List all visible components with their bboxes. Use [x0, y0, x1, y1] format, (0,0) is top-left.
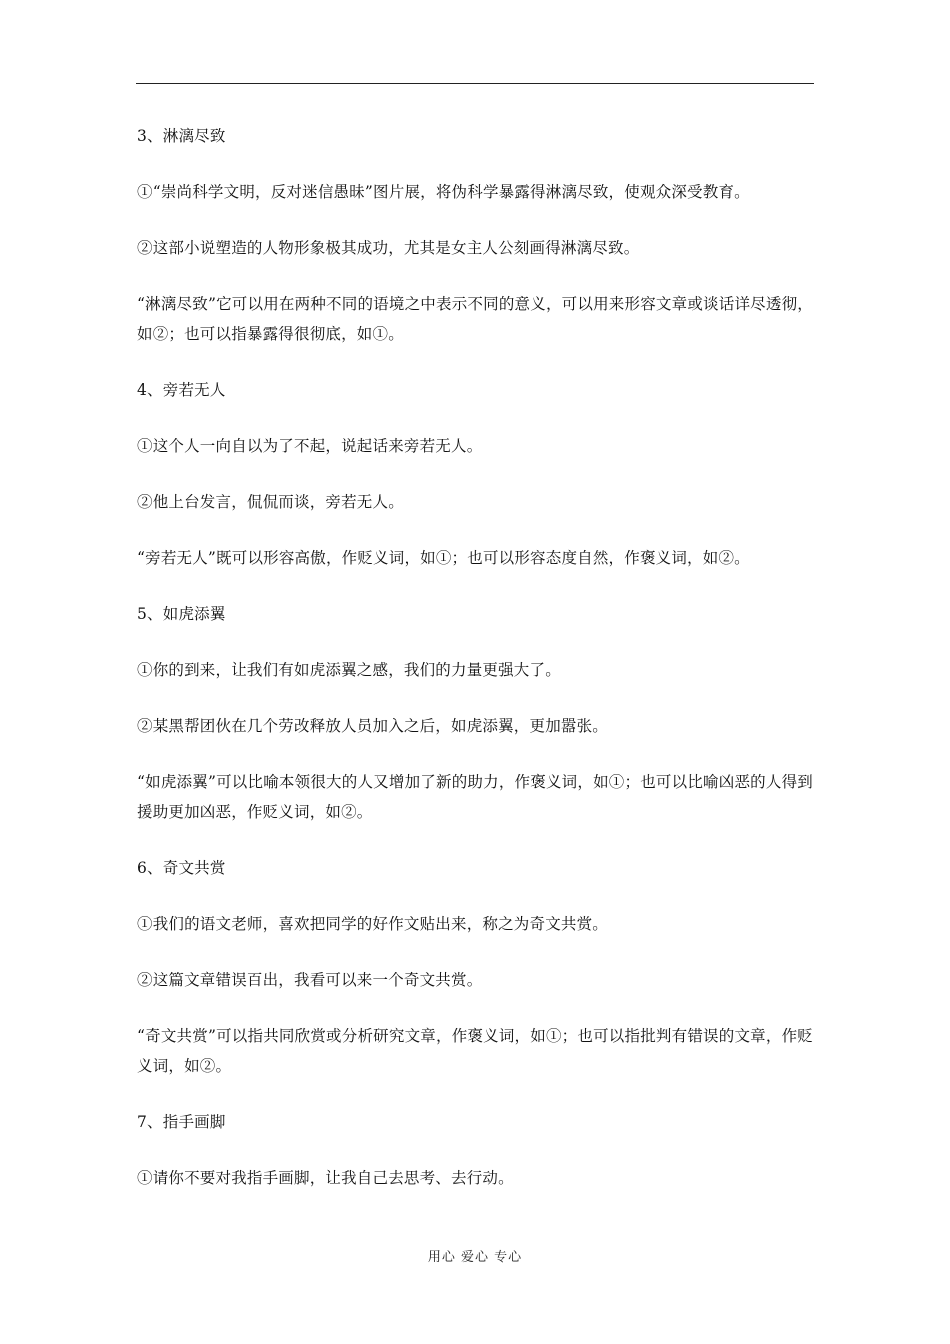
explanation-paragraph: “如虎添翼”可以比喻本领很大的人又增加了新的助力，作褒义词，如①；也可以比喻凶恶的人得到援助更加凶恶，作贬义词，如②。 — [137, 773, 813, 821]
example-sentence: ①这个人一向自以为了不起，说起话来旁若无人。 — [137, 437, 483, 455]
example-sentence: ②他上台发言，侃侃而谈，旁若无人。 — [137, 493, 404, 511]
header-rule — [136, 83, 814, 84]
section-heading: 3、淋漓尽致 — [137, 127, 226, 145]
example-sentence: ①你的到来，让我们有如虎添翼之感，我们的力量更强大了。 — [137, 661, 561, 679]
example-sentence: ①我们的语文老师，喜欢把同学的好作文贴出来，称之为奇文共赏。 — [137, 915, 609, 933]
example-sentence: ②这篇文章错误百出，我看可以来一个奇文共赏。 — [137, 971, 483, 989]
section-heading: 7、指手画脚 — [137, 1113, 226, 1131]
section-heading: 4、旁若无人 — [137, 381, 226, 399]
example-sentence: ①请你不要对我指手画脚，让我自己去思考、去行动。 — [137, 1169, 514, 1187]
explanation-paragraph: “奇文共赏”可以指共同欣赏或分析研究文章，作褒义词，如①；也可以指批判有错误的文章，作贬义词，如②。 — [137, 1027, 813, 1075]
page-footer: 用心 爱心 专心 — [427, 1250, 523, 1265]
section-heading: 6、奇文共赏 — [137, 859, 226, 877]
explanation-paragraph: “淋漓尽致”它可以用在两种不同的语境之中表示不同的意义，可以用来形容文章或谈话详尽透彻，如②；也可以指暴露得很彻底，如①。 — [137, 295, 813, 343]
example-sentence: ②这部小说塑造的人物形象极其成功，尤其是女主人公刻画得淋漓尽致。 — [137, 239, 640, 257]
example-sentence: ②某黑帮团伙在几个劳改释放人员加入之后，如虎添翼，更加嚣张。 — [137, 717, 609, 735]
document-body — [137, 121, 813, 1219]
explanation-paragraph: “旁若无人”既可以形容高傲，作贬义词，如①；也可以形容态度自然，作褒义词，如②。 — [137, 549, 750, 567]
example-sentence: ①“崇尚科学文明，反对迷信愚昧”图片展，将伪科学暴露得淋漓尽致，使观众深受教育。 — [137, 183, 750, 201]
section-heading: 5、如虎添翼 — [137, 605, 226, 623]
